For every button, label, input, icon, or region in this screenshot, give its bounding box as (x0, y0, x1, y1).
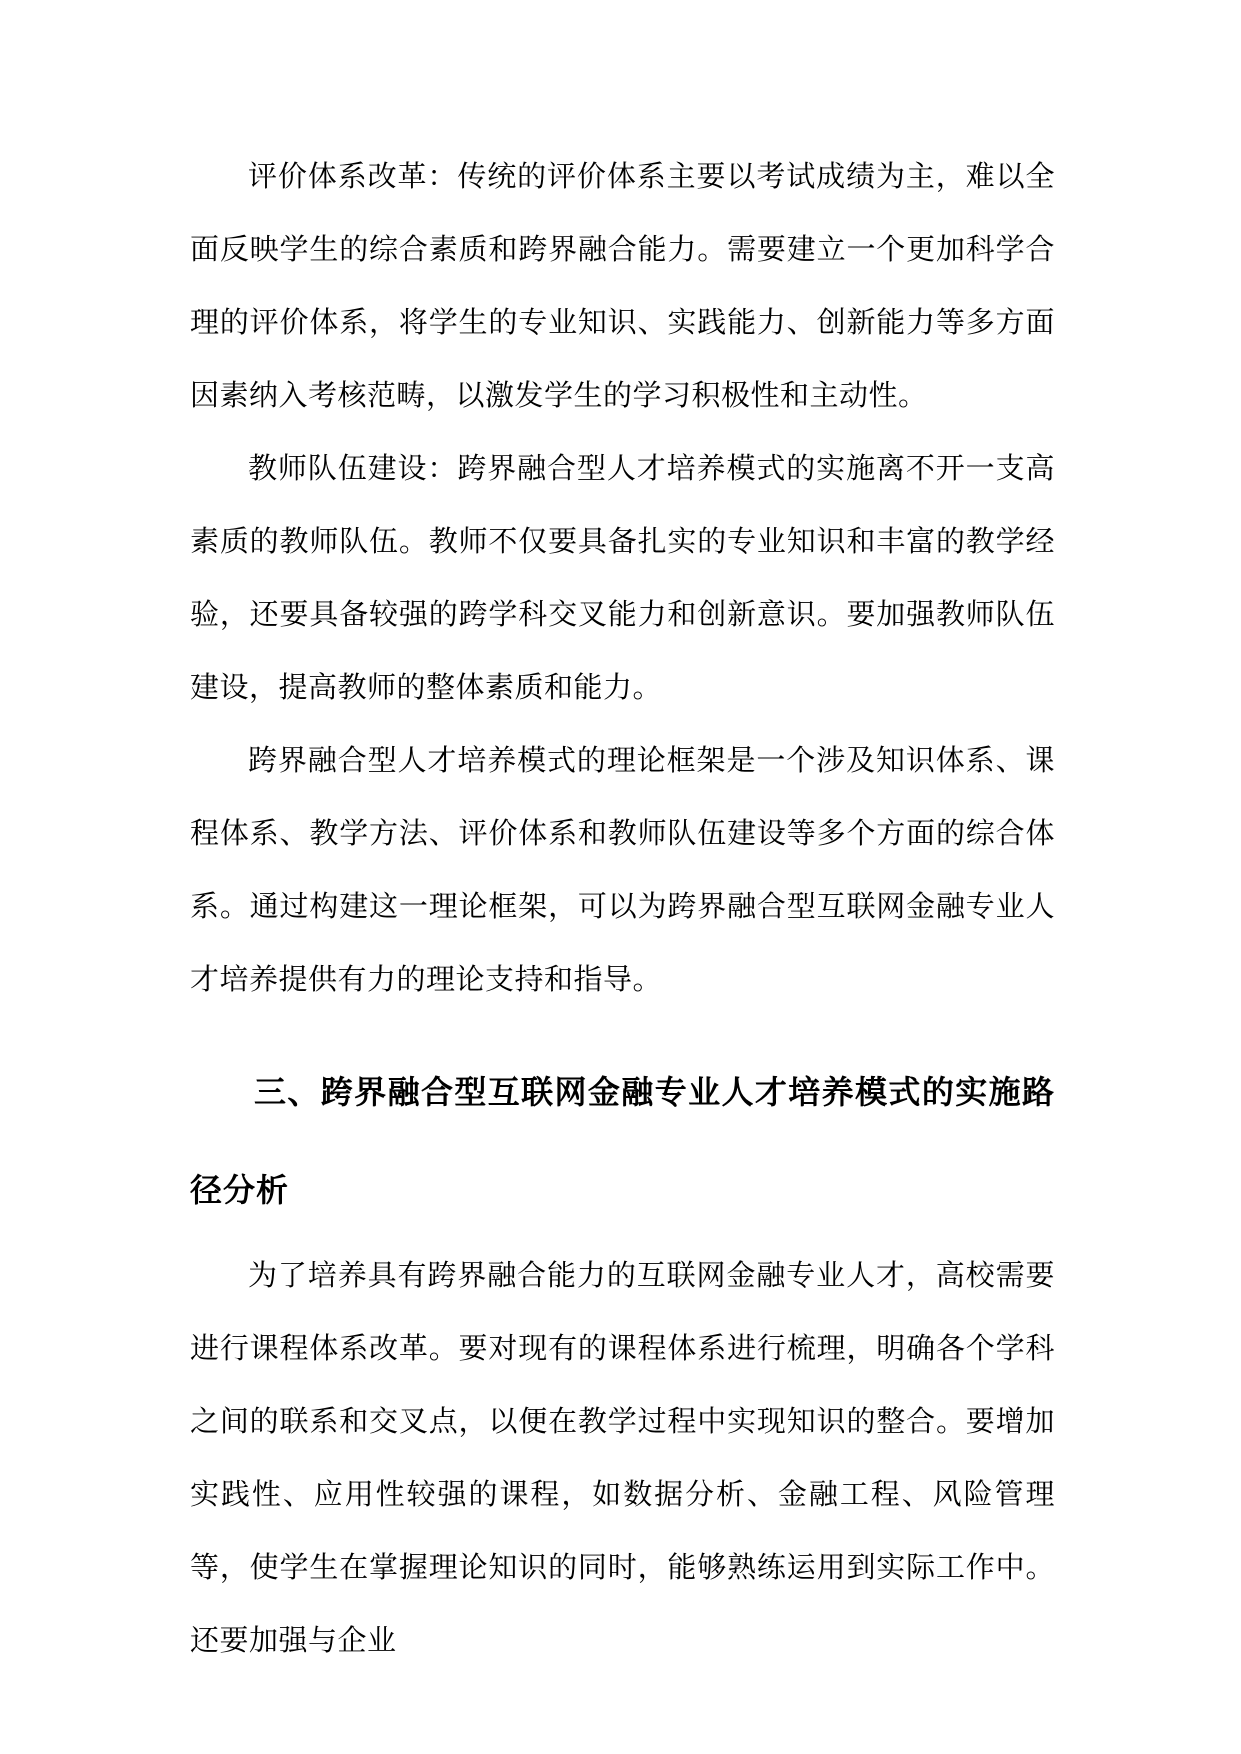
paragraph-framework-summary: 跨界融合型人才培养模式的理论框架是一个涉及知识体系、课程体系、教学方法、评价体系和教师队伍建设等多个方面的综合体系。通过构建这一理论框架，可以为跨界融合型互联网金融专业人才培养提供有力的理论支持和指导。 (190, 743, 1055, 996)
paragraph-curriculum-reform: 为了培养具有跨界融合能力的互联网金融专业人才，高校需要进行课程体系改革。要对现有的课程体系进行梳理，明确各个学科之间的联系和交叉点，以便在教学过程中实现知识的整合。要增加实践性、应用性较强的课程，如数据分析、金融工程、风险管理等，使学生在掌握理论知识的同时，能够熟练运用到实际工作中。还要加强与企业 (190, 1258, 1055, 1657)
section-heading: 三、跨界融合型互联网金融专业人才培养模式的实施路径分析 (190, 1073, 1055, 1209)
paragraph-evaluation-reform: 评价体系改革：传统的评价体系主要以考试成绩为主，难以全面反映学生的综合素质和跨界融合能力。需要建立一个更加科学合理的评价体系，将学生的专业知识、实践能力、创新能力等多方面因素纳入考核范畴，以激发学生的学习积极性和主动性。 (190, 159, 1055, 412)
paragraph-teacher-team: 教师队伍建设：跨界融合型人才培养模式的实施离不开一支高素质的教师队伍。教师不仅要具备扎实的专业知识和丰富的教学经验，还要具备较强的跨学科交叉能力和创新意识。要加强教师队伍建设，提高教师的整体素质和能力。 (190, 451, 1055, 704)
document-body (190, 140, 1055, 1677)
